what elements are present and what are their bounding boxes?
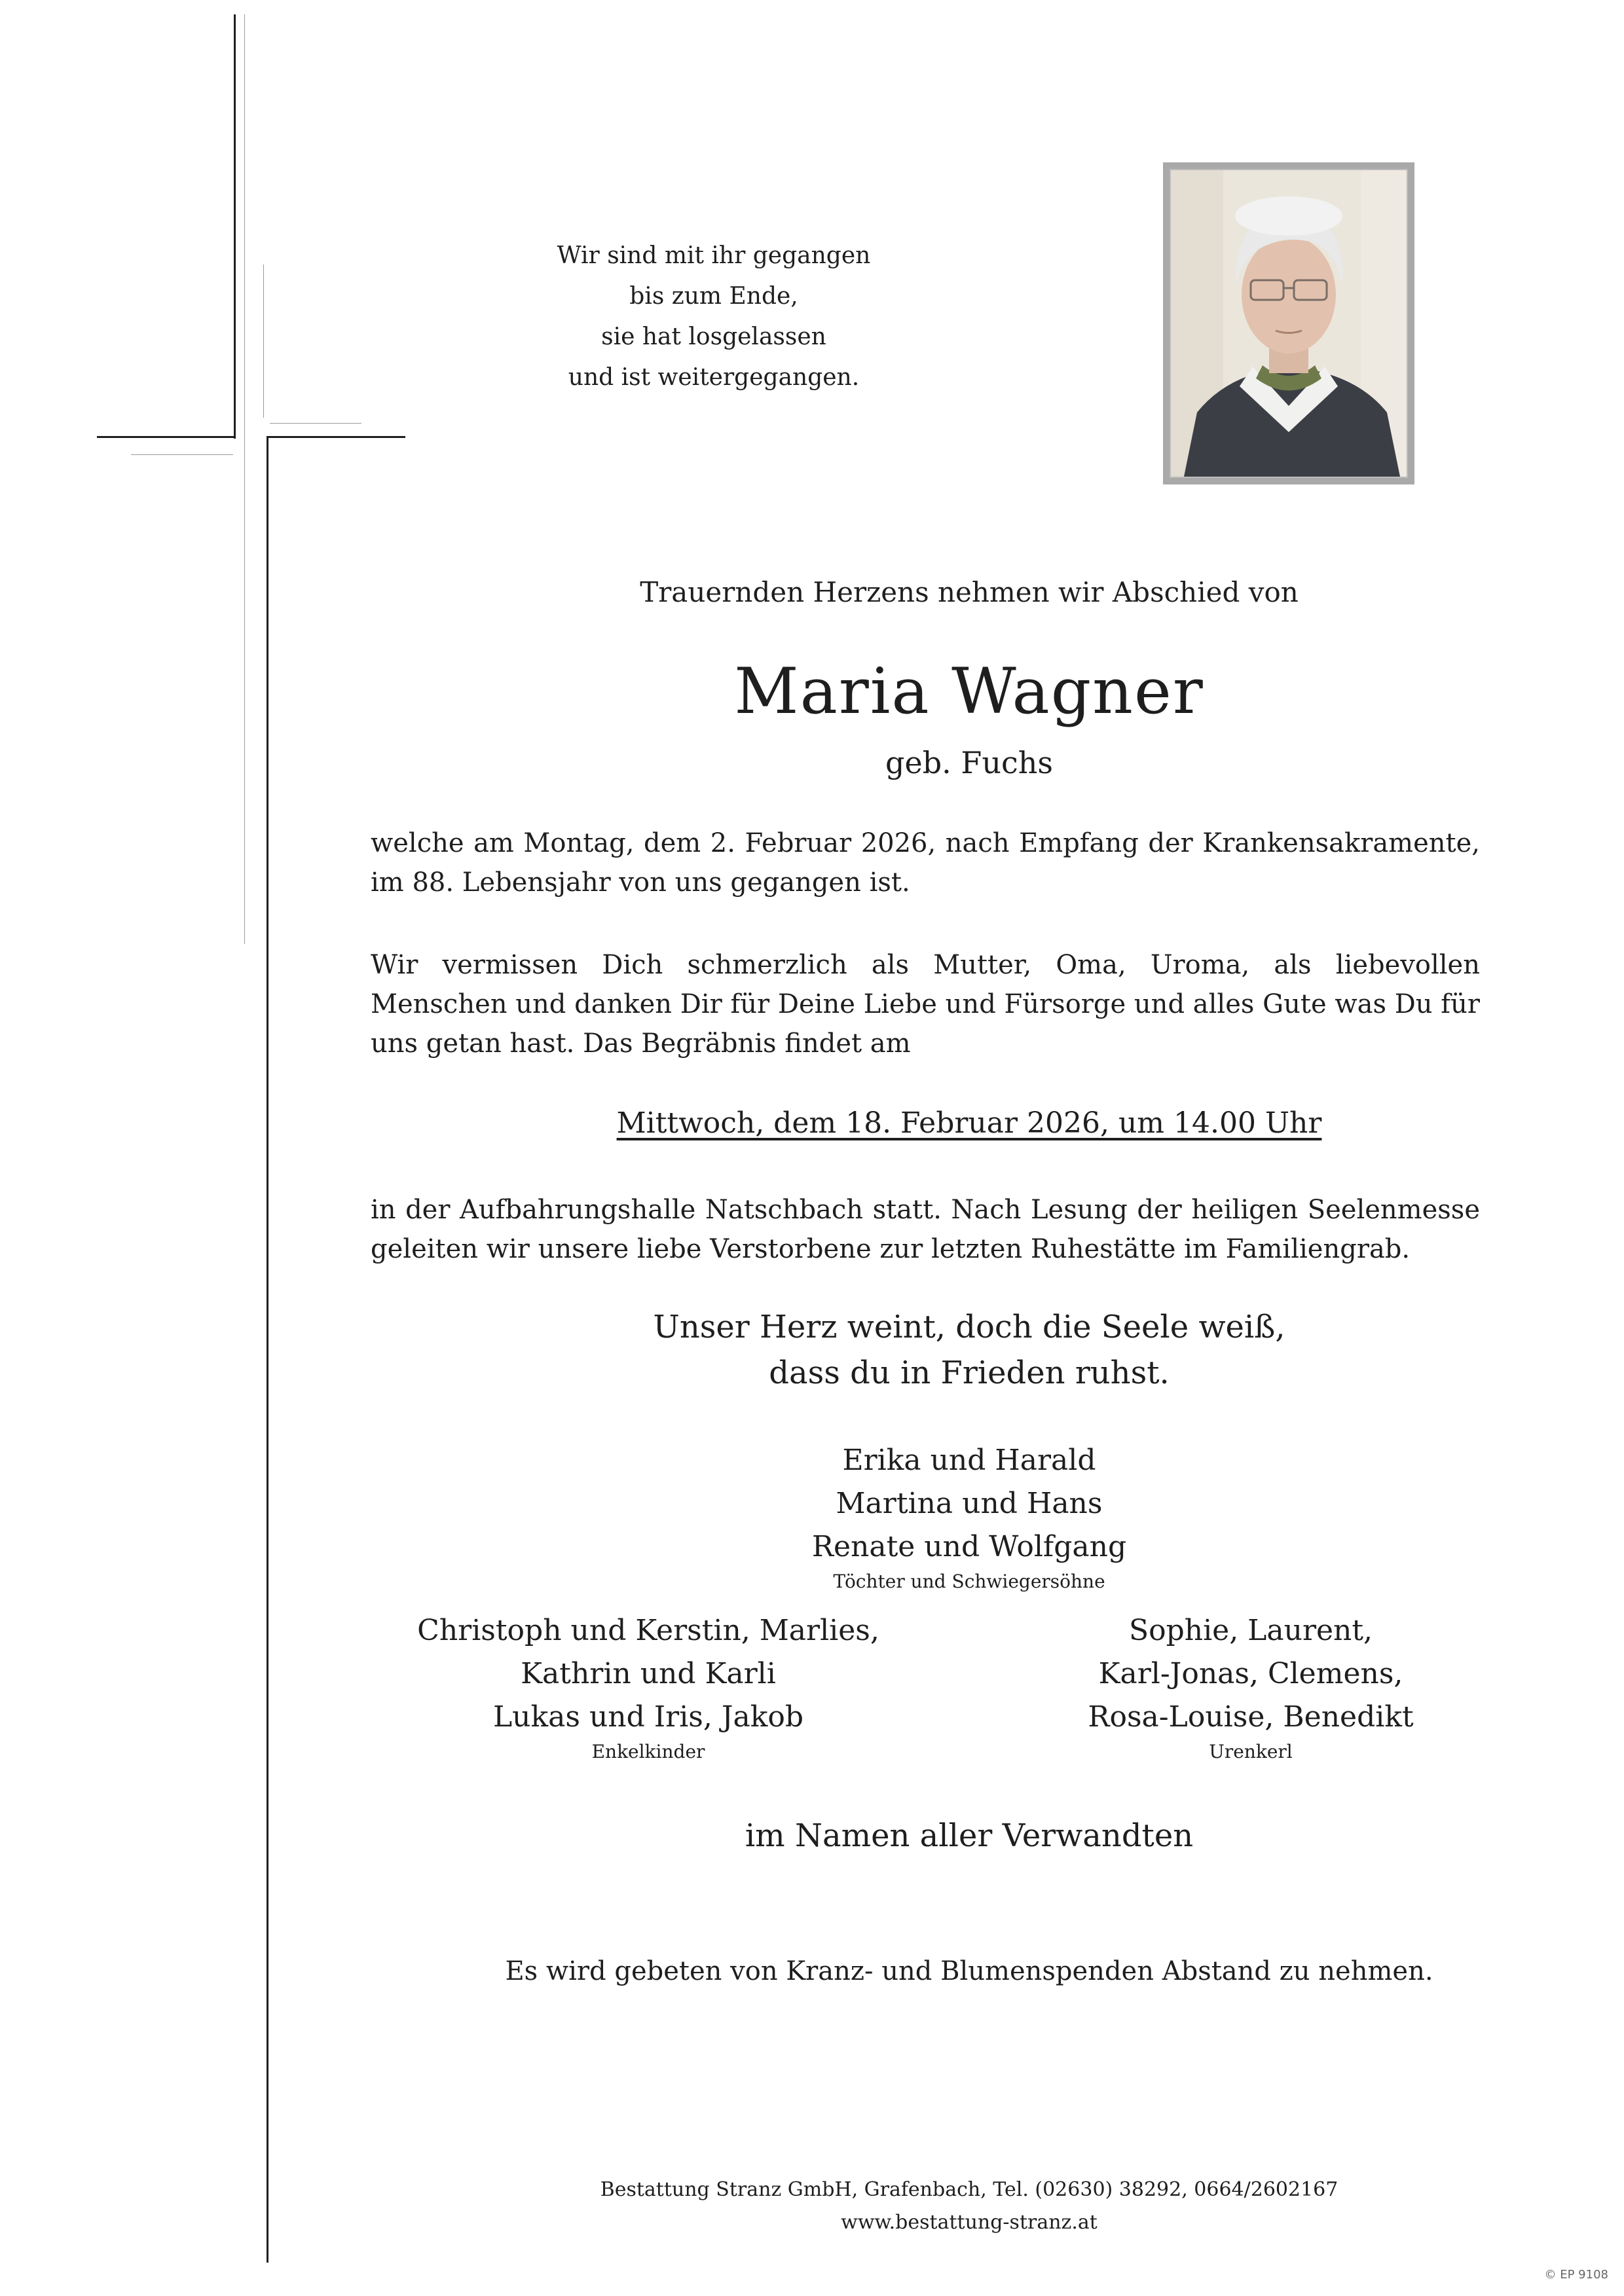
intro-text: Trauernden Herzens nehmen wir Abschied von (640, 576, 1299, 608)
motto-line: und ist weitergegangen. (568, 364, 860, 391)
children-caption: Töchter und Schwiegersöhne (833, 1571, 1105, 1592)
cross-horizontal-shadow-right (270, 423, 361, 424)
cross-long-vertical (234, 14, 236, 439)
motto-line: bis zum Ende, (629, 283, 798, 310)
funeral-location-paragraph: in der Aufbahrungshalle Natschbach statt. Nach Lesung der heiligen Seelenmesse geleiten wir unsere liebe Verstorbene zur letzten Ruhestätte im Familiengrab. (371, 1195, 1480, 1264)
verse-line: Unser Herz weint, doch die Seele weiß, (653, 1309, 1285, 1345)
maiden-name: geb. Fuchs (885, 745, 1053, 780)
flower-request: Es wird gebeten von Kranz- und Blumenspenden Abstand zu nehmen. (505, 1956, 1433, 1986)
verse (367, 1304, 1572, 1396)
cross-long-vertical-shadow (244, 14, 245, 944)
great-grandchildren-name: Karl-Jonas, Clemens, (1098, 1657, 1403, 1690)
great-grandchildren-name: Rosa-Louise, Benedikt (1088, 1700, 1414, 1734)
deceased-name: Maria Wagner (734, 655, 1204, 728)
children-name: Erika und Harald (842, 1444, 1096, 1477)
death-notice-paragraph: welche am Montag, dem 2. Februar 2026, nach Empfang der Krankensakramente, im 88. Lebensjahr von uns gegangen ist. (371, 828, 1480, 898)
motto-line: Wir sind mit ihr gegangen (557, 242, 871, 269)
great-grandchildren-group (969, 1609, 1532, 1765)
great-grandchildren-caption: Urenkerl (1209, 1741, 1293, 1762)
funeral-home-contact: Bestattung Stranz GmbH, Grafenbach, Tel. (02630) 38292, 0664/2602167 (600, 2178, 1338, 2201)
funeral-date: Mittwoch, dem 18. Februar 2026, um 14.00 Uhr (616, 1106, 1322, 1140)
motto-line: sie hat losgelassen (601, 323, 826, 350)
cross-short-vertical (267, 436, 268, 2263)
cross-horizontal-right (267, 436, 405, 438)
cross-horizontal-left (97, 436, 236, 438)
footer (367, 2174, 1572, 2239)
grandchildren-name: Lukas und Iris, Jakob (492, 1700, 804, 1734)
verse-line: dass du in Frieden ruhst. (769, 1355, 1170, 1391)
motto (458, 236, 969, 398)
cross-short-vertical-shadow (263, 264, 264, 418)
cross-horizontal-shadow-left (131, 454, 233, 455)
remembrance-paragraph: Wir vermissen Dich schmerzlich als Mutter, Oma, Uroma, als liebevollen Menschen und danken Dir für Deine Liebe und Fürsorge und alles Gute was Du für uns getan hast. Das Begräbnis findet am (371, 950, 1480, 1059)
closing-line: im Namen aller Verwandten (745, 1817, 1194, 1854)
template-code: © EP 9108 (1544, 2268, 1608, 2282)
children-group (655, 1439, 1283, 1595)
portrait-photo (1163, 162, 1414, 484)
grandchildren-group (367, 1609, 930, 1765)
children-name: Martina und Hans (836, 1487, 1103, 1520)
portrait-image (1171, 170, 1407, 477)
children-name: Renate und Wolfgang (811, 1530, 1127, 1563)
grandchildren-caption: Enkelkinder (591, 1741, 705, 1762)
funeral-home-website: www.bestattung-stranz.at (841, 2211, 1098, 2234)
great-grandchildren-name: Sophie, Laurent, (1128, 1614, 1373, 1647)
grandchildren-name: Kathrin und Karli (521, 1657, 776, 1690)
grandchildren-name: Christoph und Kerstin, Marlies, (417, 1614, 879, 1647)
